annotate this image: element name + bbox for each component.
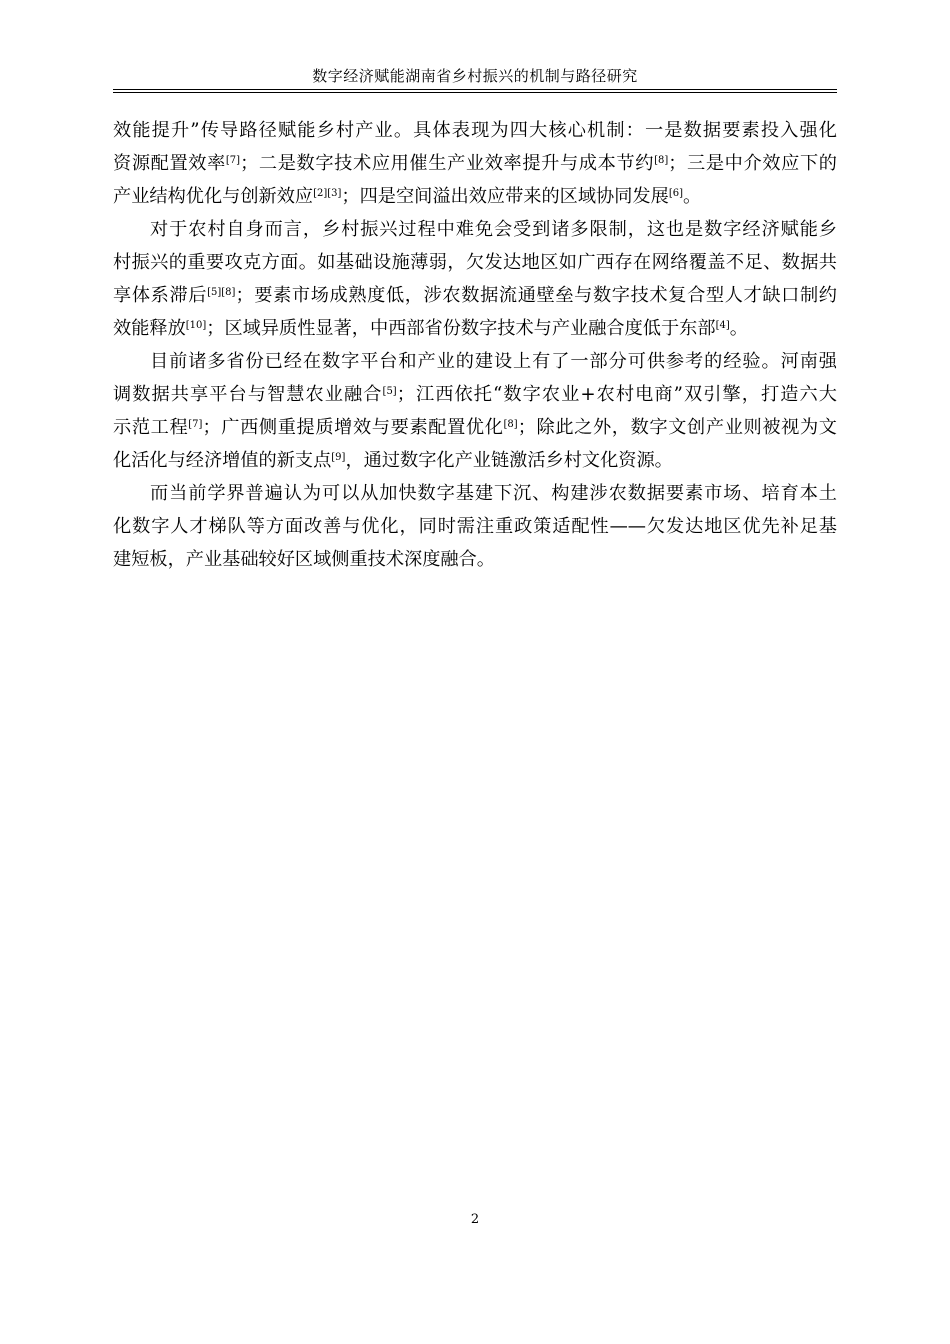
citation-marker: [6] — [668, 188, 683, 199]
citation-marker: [10] — [185, 320, 207, 331]
page-number: 2 — [470, 1212, 480, 1227]
citation-marker: [8] — [654, 155, 669, 166]
citation-marker: [5] — [382, 386, 397, 397]
text-run: 示范工程 — [113, 417, 189, 438]
text-run: 。 — [729, 318, 748, 339]
text-run: ；区域异质性显著，中西部省份数字技术与产业融合度低于东部 — [206, 318, 716, 339]
text-line — [113, 279, 837, 312]
text-run: ；四是空间溢出效应带来的区域协同发展 — [341, 186, 669, 207]
text-line — [113, 378, 837, 411]
text-run: 化数字人才梯队等方面改善与优化，同时需注重政策适配性——欠发达地区优先补足基 — [113, 516, 837, 537]
text-line — [113, 345, 837, 378]
text-run: 效能释放 — [113, 318, 186, 339]
text-run: ；三是中介效应下的 — [668, 153, 837, 174]
text-run: ；除此之外，数字文创产业则被视为文 — [517, 417, 837, 438]
citation-marker: [7] — [188, 419, 203, 430]
text-run: 对于农村自身而言，乡村振兴过程中难免会受到诸多限制，这也是数字经济赋能乡 — [150, 219, 837, 240]
text-line — [113, 411, 837, 444]
text-line — [113, 147, 837, 180]
text-line — [113, 510, 837, 543]
text-run: ；二是数字技术应用催生产业效率提升与成本节约 — [240, 153, 655, 174]
text-run: 建短板，产业基础较好区域侧重技术深度融合。 — [113, 549, 495, 570]
paragraph — [113, 213, 837, 345]
header-rule — [113, 89, 837, 93]
citation-marker: [9] — [331, 452, 346, 463]
text-run: 效能提升”传导路径赋能乡村产业。具体表现为四大核心机制：一是数据要素投入强化 — [113, 120, 837, 141]
body-text — [113, 114, 837, 576]
text-line — [113, 444, 837, 477]
citation-marker: [4] — [715, 320, 730, 331]
paragraph — [113, 345, 837, 477]
text-line — [113, 180, 837, 213]
text-run: 。 — [682, 186, 702, 207]
paragraph — [113, 477, 837, 576]
text-run: 资源配置效率 — [113, 153, 226, 174]
text-line — [113, 246, 837, 279]
text-run: ；江西依托“数字农业+农村电商”双引擎，打造六大 — [396, 384, 837, 405]
citation-marker: [7] — [225, 155, 241, 166]
paragraph — [113, 114, 837, 213]
text-run: 目前诸多省份已经在数字平台和产业的建设上有了一部分可供参考的经验。河南强 — [150, 351, 837, 372]
text-line — [113, 114, 837, 147]
text-line — [113, 543, 837, 576]
text-run: 产业结构优化与创新效应 — [113, 186, 314, 207]
running-header-title: 数字经济赋能湖南省乡村振兴的机制与路径研究 — [312, 67, 638, 85]
text-line — [113, 477, 837, 510]
text-run: ；要素市场成熟度低，涉农数据流通壁垒与数字技术复合型人才缺口制约 — [235, 285, 837, 306]
citation-marker: [2][3] — [313, 188, 342, 199]
text-run: 调数据共享平台与智慧农业融合 — [113, 384, 383, 405]
citation-marker: [5][8] — [207, 287, 236, 298]
text-run: ；广西侧重提质增效与要素配置优化 — [202, 417, 504, 438]
text-run: 而当前学界普遍认为可以从加快数字基建下沉、构建涉农数据要素市场、培育本土 — [150, 483, 837, 504]
text-line — [113, 213, 837, 246]
citation-marker: [8] — [503, 419, 518, 430]
text-line — [113, 312, 837, 345]
text-run: 村振兴的重要攻克方面。如基础设施薄弱，欠发达地区如广西存在网络覆盖不足、数据共 — [113, 252, 837, 273]
text-run: 享体系滞后 — [113, 285, 208, 306]
text-run: ，通过数字化产业链激活乡村文化资源。 — [345, 450, 673, 471]
text-run: 化活化与经济增值的新支点 — [113, 450, 332, 471]
